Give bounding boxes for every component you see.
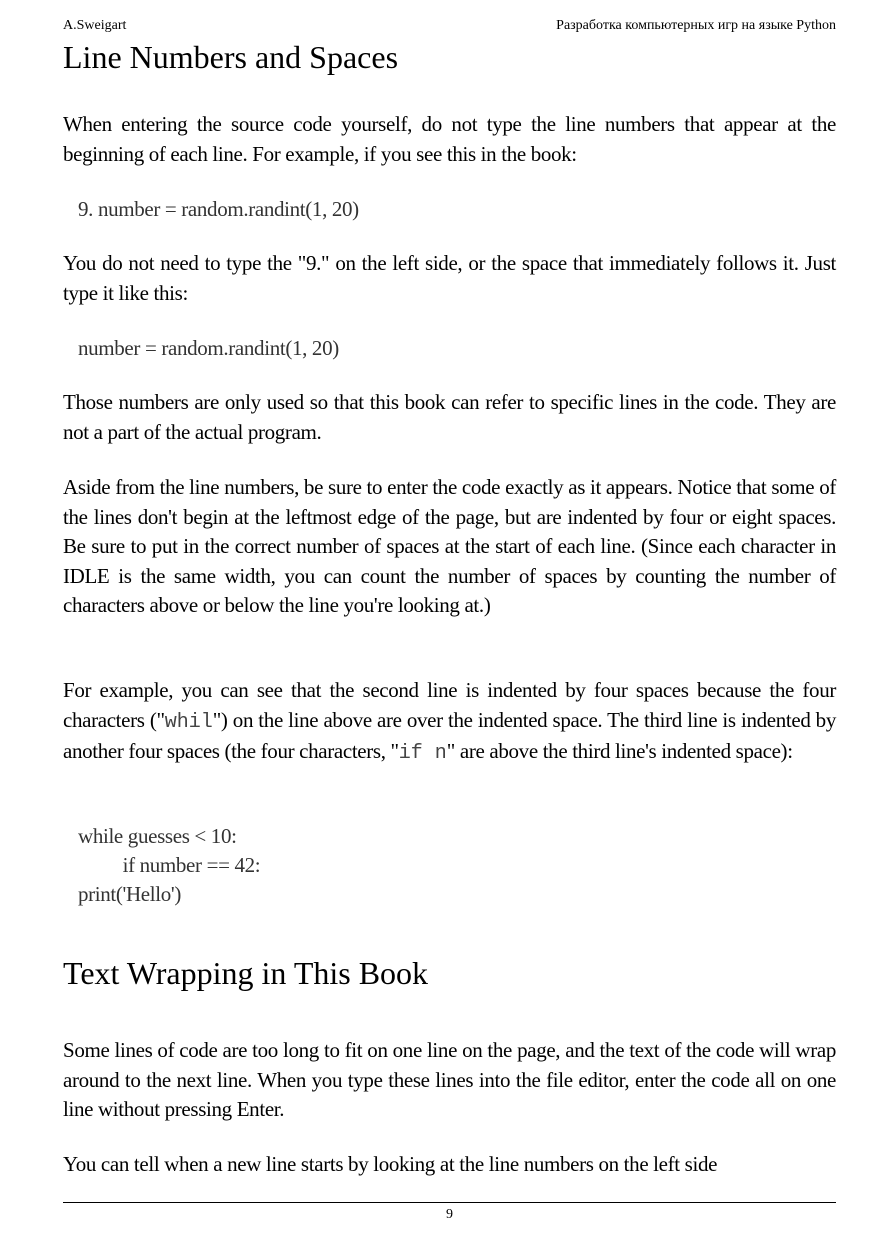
inline-code-whil: whil — [164, 710, 213, 734]
code-line: while guesses < 10: — [78, 824, 237, 848]
paragraph-intro: When entering the source code yourself, do not type the line numbers that appear at the beginning of each line. For example, if you see this in the book: — [63, 112, 836, 166]
code-example-indented — [78, 822, 260, 909]
section-heading-text-wrapping: Text Wrapping in This Book — [63, 955, 429, 991]
paragraph-wrapping: Some lines of code are too long to fit on one line on the page, and the text of the code will wrap around to the next line. When you type these lines into the file editor, enter the code all on one line without pressing Enter. — [63, 1038, 836, 1122]
code-example-numbered: 9. number = random.randint(1, 20) — [78, 197, 359, 221]
header-book-title: Разработка компьютерных игр на языке Python — [556, 18, 836, 33]
paragraph-line-number-explanation: You do not need to type the "9." on the left side, or the space that immediately follows it. Just type it like this: — [63, 251, 836, 305]
code-line: print('Hello') — [78, 882, 181, 906]
footer-divider — [63, 1202, 836, 1203]
page-number: 9 — [446, 1207, 453, 1222]
code-line: if number == 42: — [103, 853, 261, 877]
running-header — [63, 17, 836, 35]
document-page — [63, 0, 836, 1241]
header-author: A.Sweigart — [63, 18, 127, 33]
section-heading-line-numbers: Line Numbers and Spaces — [63, 39, 399, 75]
inline-code-if-n: if n — [398, 742, 447, 766]
paragraph-new-line: You can tell when a new line starts by looking at the line numbers on the left side — [63, 1152, 718, 1176]
paragraph-indentation: Aside from the line numbers, be sure to enter the code exactly as it appears. Notice that some of the lines don't begin at the leftmost edge of the page, but are indented by four or eight spaces. Be sure to put in the correct number of spaces at the start of each line. (Since each character in IDLE is the same width, you can count the number of spaces by counting the number of characters above or below the line you're looking at.) — [63, 475, 836, 618]
paragraph-indent-example: For example, you can see that the second line is indented by four spaces because the four characters ("whil") on the line above are over the indented space. The third line is indented by another four spaces (the four characters, "if n" are above the third line's indented space): — [63, 678, 836, 766]
code-example-plain: number = random.randint(1, 20) — [78, 336, 339, 360]
paragraph-numbers-purpose: Those numbers are only used so that this book can refer to specific lines in the code. They are not a part of the actual program. — [63, 390, 836, 444]
